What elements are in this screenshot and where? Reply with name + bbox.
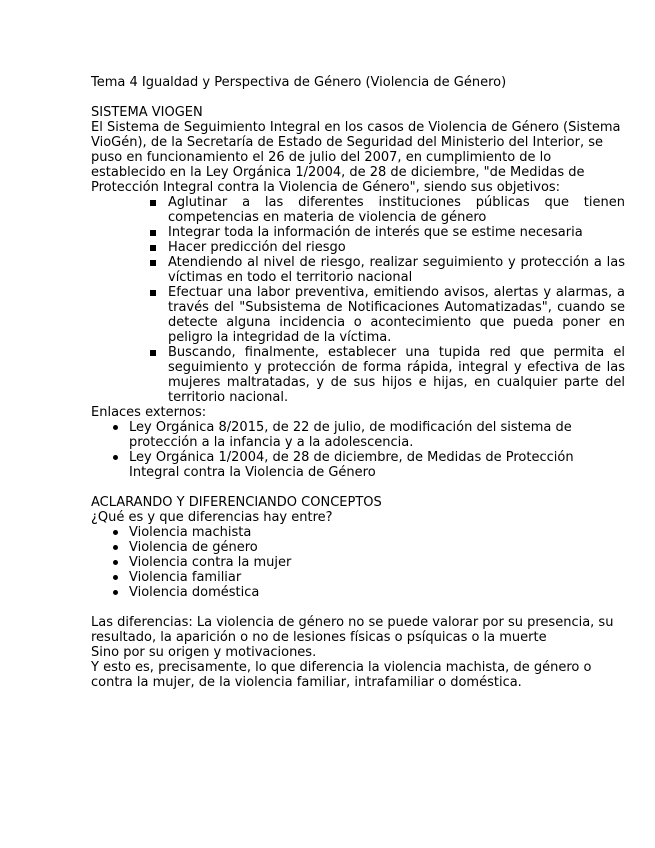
viogen-heading: SISTEMA VIOGEN bbox=[91, 105, 203, 120]
list-item: Hacer predicción del riesgo bbox=[147, 240, 625, 255]
document-title: Tema 4 Igualdad y Perspectiva de Género (Violencia de Género) bbox=[91, 75, 507, 90]
list-item: Atendiendo al nivel de riesgo, realizar seguimiento y protección a las víctimas en todo el territorio nacional bbox=[147, 255, 625, 285]
external-link[interactable]: Ley Orgánica 8/2015, de 22 de julio, de modificación del sistema de protección a la infancia y a la adolescencia. bbox=[109, 420, 625, 450]
list-item: Violencia contra la mujer bbox=[109, 555, 625, 570]
list-item: Aglutinar a las diferentes instituciones públicas que tienen competencias en materia de violencia de género bbox=[147, 195, 625, 225]
differences-paragraph: Las diferencias: La violencia de género no se puede valorar por su presencia, su resultado, la aparición o no de lesiones físicas o psíquicas o la muerte bbox=[91, 615, 614, 645]
list-item: Violencia familiar bbox=[109, 570, 625, 585]
objectives-list bbox=[91, 195, 625, 405]
concepts-question: ¿Qué es y que diferencias hay entre? bbox=[91, 510, 333, 525]
list-item: Violencia doméstica bbox=[109, 585, 625, 600]
external-links-list bbox=[91, 420, 625, 480]
list-item: Efectuar una labor preventiva, emitiendo avisos, alertas y alarmas, a través del "Subsistema de Notificaciones Automatizadas", cuando se detecte alguna incidencia o acontecimiento que pueda poner en peligro la integridad de la víctima. bbox=[147, 285, 625, 345]
external-link[interactable]: Ley Orgánica 1/2004, de 28 de diciembre, de Medidas de Protección Integral contra la Violencia de Género bbox=[109, 450, 625, 480]
list-item: Integrar toda la información de interés que se estime necesaria bbox=[147, 225, 625, 240]
concepts-section bbox=[91, 495, 625, 690]
list-item: Buscando, finalmente, establecer una tupida red que permita el seguimiento y protección de forma rápida, integral y efectiva de las mujeres maltratadas, y de sus hijos e hijas, en cualquier parte del territorio nacional. bbox=[147, 345, 625, 405]
conclusion-paragraph: Y esto es, precisamente, lo que diferencia la violencia machista, de género o contra la mujer, de la violencia familiar, intrafamiliar o doméstica. bbox=[91, 660, 592, 690]
list-item: Violencia de género bbox=[109, 540, 625, 555]
origin-paragraph: Sino por su origen y motivaciones. bbox=[91, 645, 317, 660]
concepts-heading: ACLARANDO Y DIFERENCIANDO CONCEPTOS bbox=[91, 495, 382, 510]
viogen-intro: El Sistema de Seguimiento Integral en los casos de Violencia de Género (Sistema VioGén), de la Secretaría de Estado de Seguridad del Ministerio del Interior, se puso en funcionamiento el 26 de julio del 2007, en cumplimiento de lo establecido en la Ley Orgánica 1/2004, de 28 de diciembre, "de Medidas de Protección Integral contra la Violencia de Género", siendo sus objetivos: bbox=[91, 120, 621, 195]
viogen-section bbox=[91, 105, 625, 480]
list-item: Violencia machista bbox=[109, 525, 625, 540]
external-links-label: Enlaces externos: bbox=[91, 405, 207, 420]
concepts-list bbox=[91, 525, 625, 600]
